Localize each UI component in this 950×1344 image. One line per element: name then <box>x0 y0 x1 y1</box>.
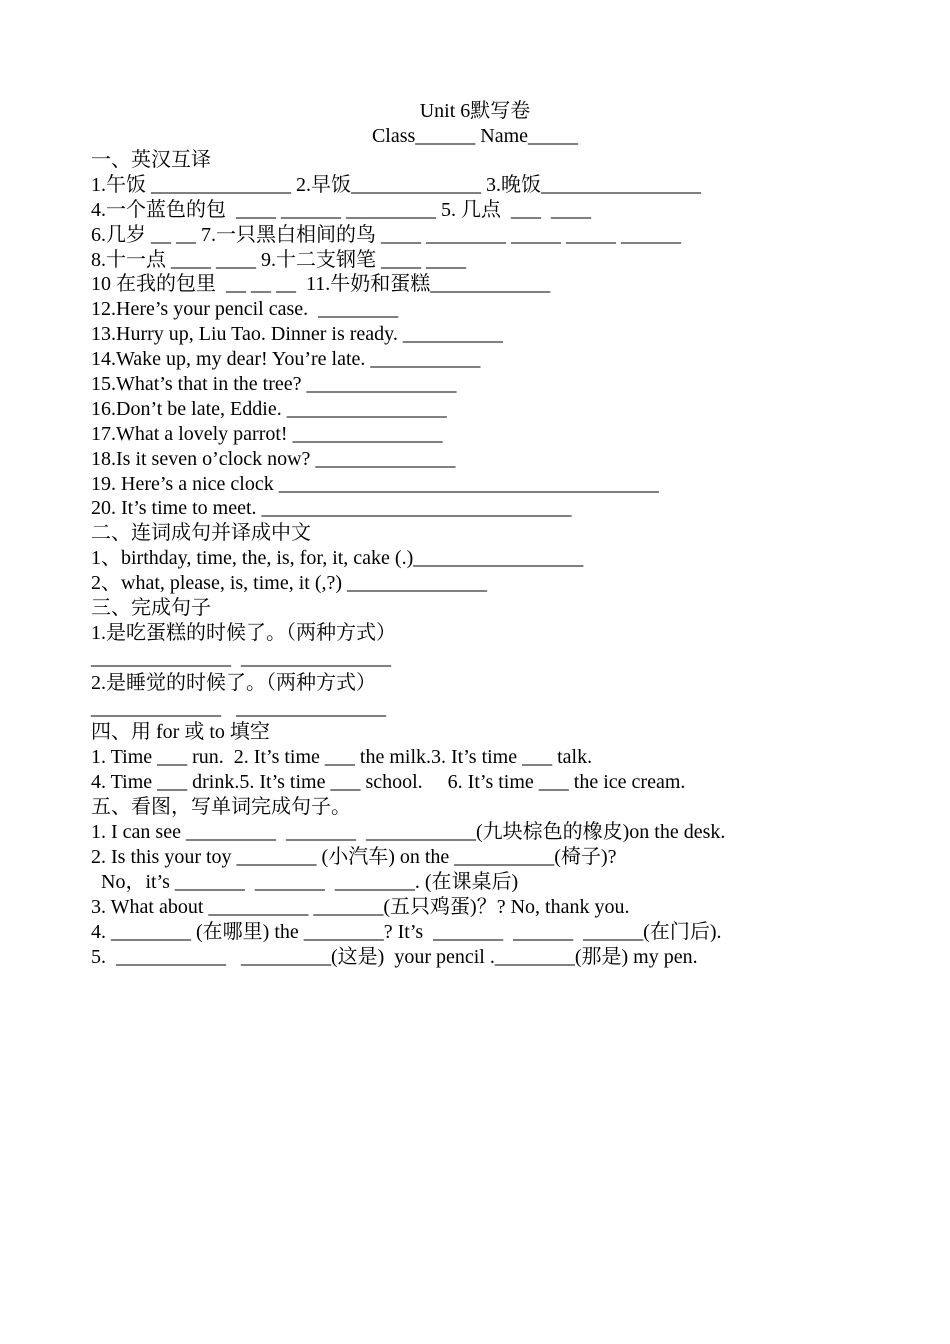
exercise-line: 13.Hurry up, Liu Tao. Dinner is ready. __________ <box>91 323 503 346</box>
exercise-line: 5. ___________ _________(这是) your pencil .________(那是) my pen. <box>91 945 698 968</box>
exercise-line: 2.是睡觉的时候了。（两种方式） <box>91 671 376 694</box>
exercise-line: 4. Time ___ drink.5. It’s time ___ school. 6. It’s time ___ the ice cream. <box>91 771 686 794</box>
exercise-line: No，it’s _______ _______ ________. (在课桌后) <box>91 870 519 893</box>
exercise-line: 1、birthday, time, the, is, for, it, cake (.)_________________ <box>91 547 584 570</box>
class-name-line: Class______ Name_____ <box>371 125 579 147</box>
exercise-line: 3. What about __________ _______(五只鸡蛋)？? No, thank you. <box>91 895 630 918</box>
worksheet-content <box>91 148 911 969</box>
answer-blank-line: ______________ _______________ <box>91 646 391 669</box>
answer-blank-line: _____________ _______________ <box>91 696 386 719</box>
exercise-line: 4.一个蓝色的包 ____ ______ _________ 5. 几点 ___ ____ <box>91 198 591 221</box>
exercise-line: 14.Wake up, my dear! You’re late. ___________ <box>91 348 481 371</box>
exercise-line: 2、what, please, is, time, it (,?) ______________ <box>91 572 488 595</box>
exercise-line: 1. I can see _________ _______ ___________(九块棕色的橡皮)on the desk. <box>91 821 726 844</box>
exercise-line: 4. ________ (在哪里) the ________? It’s _______ ______ ______(在门后). <box>91 920 722 943</box>
page-title: Unit 6默写卷 <box>419 100 531 122</box>
exercise-line: 19. Here’s a nice clock ______________________________________ <box>91 472 659 495</box>
exercise-line: 8.十一点 ____ ____ 9.十二支钢笔 ____ ____ <box>91 248 466 271</box>
exercise-line: 10 在我的包里 __ __ __ 11.牛奶和蛋糕____________ <box>91 273 551 296</box>
exercise-line: 20. It’s time to meet. _______________________________ <box>91 497 572 520</box>
exercise-line: 18.Is it seven o’clock now? ______________ <box>91 447 456 470</box>
exercise-line: 2. Is this your toy ________ (小汽车) on the __________(椅子)? <box>91 845 617 868</box>
exercise-line: 1.是吃蛋糕的时候了。（两种方式） <box>91 621 396 644</box>
exercise-line: 17.What a lovely parrot! _______________ <box>91 422 443 445</box>
exercise-line: 12.Here’s your pencil case. ________ <box>91 298 399 321</box>
exercise-line: 15.What’s that in the tree? _______________ <box>91 373 457 396</box>
exercise-line: 1.午饭 ______________ 2.早饭_____________ 3.晚饭________________ <box>91 173 701 196</box>
exercise-line: 6.几岁 __ __ 7.一只黑白相间的鸟 ____ ________ _____ _____ ______ <box>91 223 681 246</box>
section-heading: 五、看图，写单词完成句子。 <box>91 796 351 819</box>
section-heading: 三、完成句子 <box>91 597 211 620</box>
exercise-line: 16.Don’t be late, Eddie. ________________ <box>91 397 447 420</box>
section-heading: 二、连词成句并译成中文 <box>91 522 311 545</box>
section-heading: 四、用 for 或 to 填空 <box>91 721 270 744</box>
exercise-line: 1. Time ___ run. 2. It’s time ___ the milk.3. It’s time ___ talk. <box>91 746 593 769</box>
section-heading: 一、英汉互译 <box>91 149 211 171</box>
